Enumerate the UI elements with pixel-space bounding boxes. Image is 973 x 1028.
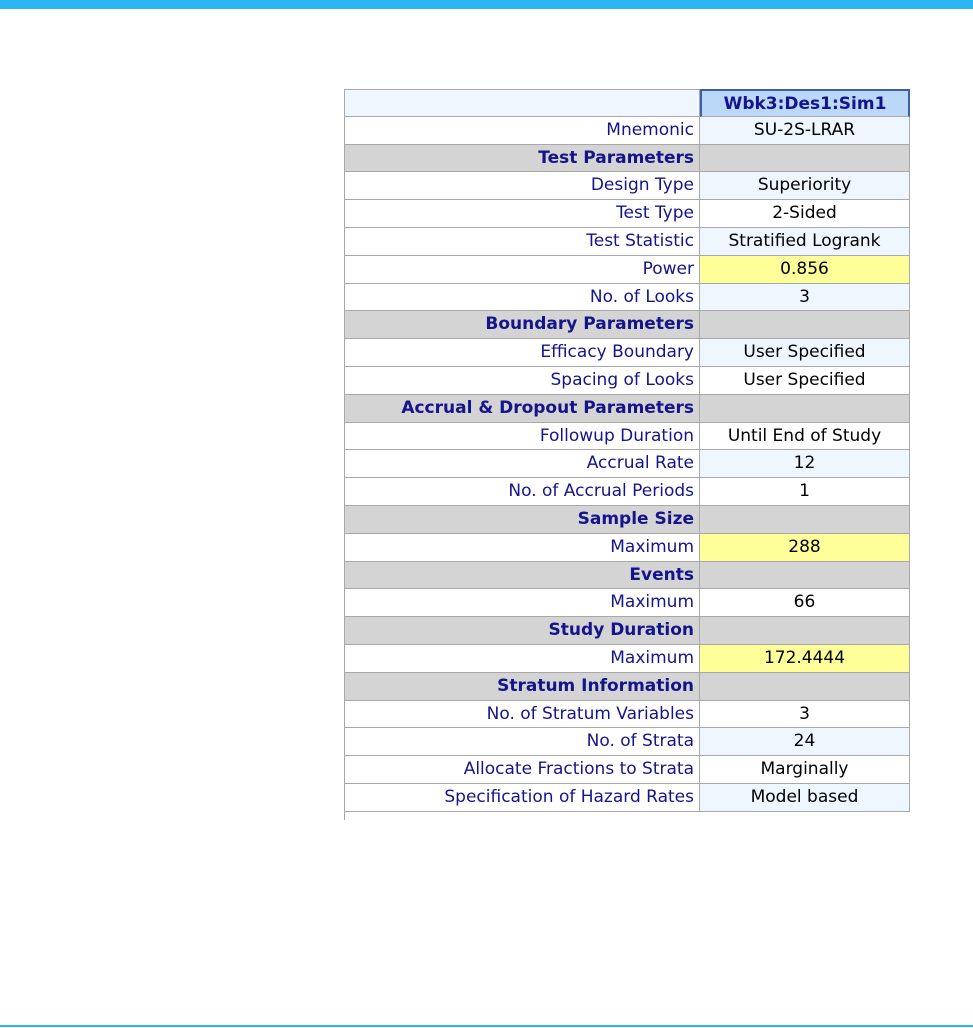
section-value [700,145,910,173]
section-label: Study Duration [344,617,700,645]
row-no-of-looks[interactable] [344,284,914,312]
row-label: Spacing of Looks [344,367,700,395]
row-value[interactable]: 3 [700,701,910,729]
row-design-type[interactable] [344,172,914,200]
section-stratum-information [344,673,914,701]
section-value [700,506,910,534]
row-spacing-of-looks[interactable] [344,367,914,395]
row-label: Mnemonic [344,117,700,145]
row-value[interactable]: 12 [700,450,910,478]
column-header-sim[interactable]: Wbk3:Des1:Sim1 [700,89,910,117]
row-hazard-rates[interactable] [344,784,914,812]
row-label: No. of Accrual Periods [344,478,700,506]
top-accent-bar [0,0,973,9]
row-label: Power [344,256,700,284]
row-label: No. of Strata [344,728,700,756]
row-label: Design Type [344,172,700,200]
row-value[interactable]: 288 [700,534,910,562]
row-efficacy-boundary[interactable] [344,339,914,367]
row-value[interactable]: Marginally [700,756,910,784]
section-accrual-dropout-parameters [344,395,914,423]
row-value[interactable]: 172.4444 [700,645,910,673]
row-label: Test Statistic [344,228,700,256]
simulation-output-grid [344,89,914,820]
grid-tail-line [344,812,345,820]
row-value[interactable]: 0.856 [700,256,910,284]
section-value [700,617,910,645]
row-value[interactable]: Model based [700,784,910,812]
section-value [700,673,910,701]
section-label: Accrual & Dropout Parameters [344,395,700,423]
row-label: Efficacy Boundary [344,339,700,367]
row-accrual-rate[interactable] [344,450,914,478]
row-label: Followup Duration [344,423,700,451]
section-boundary-parameters [344,311,914,339]
row-value[interactable]: User Specified [700,367,910,395]
row-label: Maximum [344,589,700,617]
row-label: Maximum [344,645,700,673]
row-allocate-fractions[interactable] [344,756,914,784]
row-no-of-strata[interactable] [344,728,914,756]
row-value[interactable]: 2-Sided [700,200,910,228]
section-value [700,562,910,590]
row-value[interactable]: Superiority [700,172,910,200]
section-events [344,562,914,590]
section-label: Test Parameters [344,145,700,173]
row-label: No. of Stratum Variables [344,701,700,729]
row-power[interactable] [344,256,914,284]
row-label: Accrual Rate [344,450,700,478]
section-test-parameters [344,145,914,173]
row-test-type[interactable] [344,200,914,228]
row-value[interactable]: Until End of Study [700,423,910,451]
row-value[interactable]: 66 [700,589,910,617]
row-mnemonic[interactable] [344,117,914,145]
row-label: Maximum [344,534,700,562]
row-value[interactable]: User Specified [700,339,910,367]
section-value [700,311,910,339]
section-sample-size [344,506,914,534]
row-label: No. of Looks [344,284,700,312]
section-value [700,395,910,423]
section-label: Sample Size [344,506,700,534]
section-label: Boundary Parameters [344,311,700,339]
section-study-duration [344,617,914,645]
row-value[interactable]: 1 [700,478,910,506]
row-label: Specification of Hazard Rates [344,784,700,812]
row-test-statistic[interactable] [344,228,914,256]
bottom-accent-line [0,1025,973,1027]
row-value[interactable]: Stratified Logrank [700,228,910,256]
row-no-of-stratum-variables[interactable] [344,701,914,729]
row-value[interactable]: SU-2S-LRAR [700,117,910,145]
row-value[interactable]: 24 [700,728,910,756]
header-corner-cell [344,89,700,117]
row-value[interactable]: 3 [700,284,910,312]
row-followup-duration[interactable] [344,423,914,451]
grid-header-row [344,89,914,117]
row-label: Test Type [344,200,700,228]
row-sample-size-maximum[interactable] [344,534,914,562]
row-label: Allocate Fractions to Strata [344,756,700,784]
section-label: Stratum Information [344,673,700,701]
section-label: Events [344,562,700,590]
row-events-maximum[interactable] [344,589,914,617]
row-no-of-accrual-periods[interactable] [344,478,914,506]
row-study-duration-maximum[interactable] [344,645,914,673]
